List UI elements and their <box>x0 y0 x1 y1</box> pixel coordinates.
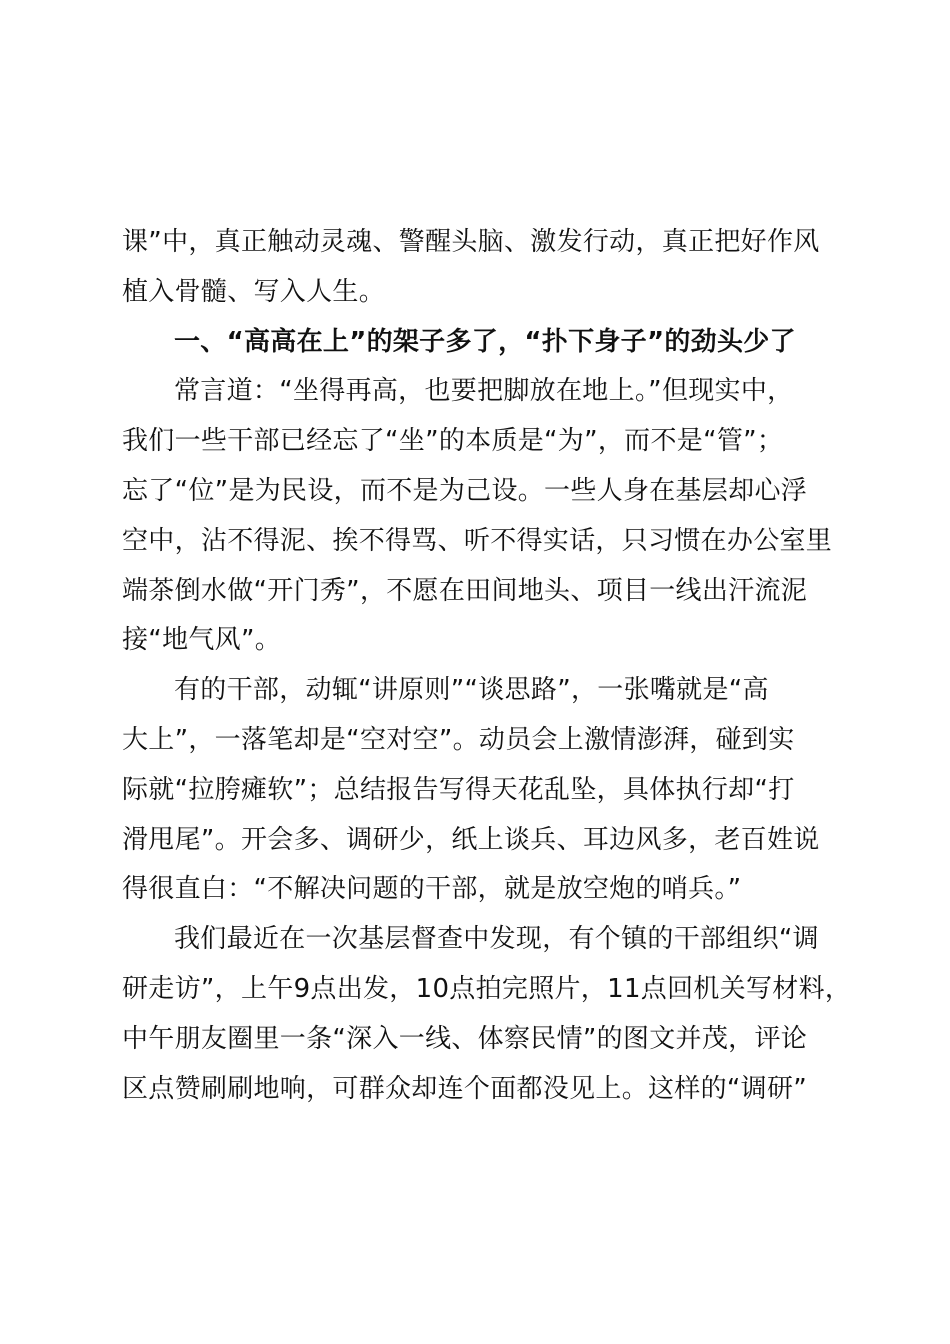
text-line: 接“地气风”。 <box>122 625 282 656</box>
text-line: 端茶倒水做“开门秀”，不愿在田间地头、项目一线出汗流泥 <box>122 575 808 606</box>
text-line: 际就“拉胯瘫软”；总结报告写得天花乱坠，具体执行却“打 <box>122 774 795 805</box>
text-line: 大上”，一落笔却是“空对空”。动员会上激情澎湃，碰到实 <box>122 724 795 755</box>
document-body <box>122 218 852 1114</box>
section-heading: 一、“高高在上”的架子多了，“扑下身子”的劲头少了 <box>174 326 796 357</box>
text-line: 常言道：“坐得再高，也要把脚放在地上。”但现实中， <box>174 376 794 407</box>
text-line: 课”中，真正触动灵魂、警醒头脑、激发行动，真正把好作风 <box>122 227 820 257</box>
text-line: 滑甩尾”。开会多、调研少，纸上谈兵、耳边风多，老百姓说 <box>122 824 820 855</box>
text-line: 有的干部，动辄“讲原则”“谈思路”，一张嘴就是“高 <box>174 675 769 706</box>
text-line: 我们最近在一次基层督查中发现，有个镇的干部组织“调 <box>174 924 819 955</box>
text-line: 得很直白：“不解决问题的干部，就是放空炮的哨兵。” <box>122 874 742 905</box>
text-line: 中午朋友圈里一条“深入一线、体察民情”的图文并茂，评论 <box>122 1023 808 1054</box>
text-line: 区点赞刷刷地响，可群众却连个面都没见上。这样的“调研” <box>122 1073 808 1104</box>
text-line: 植入骨髓、写入人生。 <box>122 276 386 307</box>
text-line: 空中，沾不得泥、挨不得骂、听不得实话，只习惯在办公室里 <box>122 525 833 556</box>
text-line: 我们一些干部已经忘了“坐”的本质是“为”，而不是“管”； <box>122 426 784 457</box>
text-line: 忘了“位”是为民设，而不是为己设。一些人身在基层却心浮 <box>122 475 808 506</box>
text-line: 研走访”，上午9点出发，10点拍完照片，11点回机关写材料， <box>122 973 852 1004</box>
